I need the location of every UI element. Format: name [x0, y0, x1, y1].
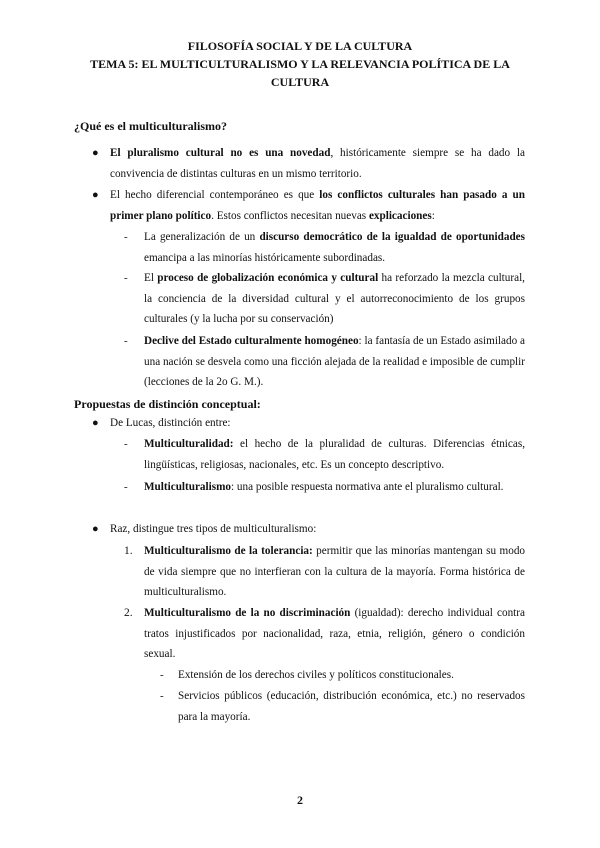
item-text: el hecho de la pluralidad de culturas. Diferencias étnicas, lingüísticas, religiosas, nacionales, etc. Es un concepto descriptivo. [144, 438, 525, 471]
bold-text: El pluralismo cultural no es una novedad [110, 147, 331, 159]
item-text: La generalización de un [144, 231, 260, 243]
item-text: (igualdad): derecho individual contra tratos injustificados por nacionalidad, raza, etnia, religión, género o condición sexual. [144, 607, 525, 660]
bullet-icon: ● [92, 147, 99, 159]
item-text: , históricamente siempre se ha dado la convivencia de distintas culturas en un mismo territorio. [110, 147, 525, 180]
list-number: 2. [124, 607, 133, 619]
item-text: : la fantasía de un Estado asimilado a una nación se desvela como una ficción alejada de la realidad e imposible de cumplir (lecciones de la 2o G. M.). [144, 335, 525, 388]
sub-item [144, 227, 525, 268]
bold-text: Multiculturalismo [144, 481, 232, 493]
document-title: FILOSOFÍA SOCIAL Y DE LA CULTURA [187, 39, 413, 53]
dash-icon: - [124, 231, 128, 243]
document-subtitle: TEMA 5: EL MULTICULTURALISMO Y LA RELEVANCIA POLÍTICA DE LA CULTURA [90, 57, 510, 89]
dash-icon: - [124, 335, 128, 347]
numbered-item [144, 603, 525, 665]
page-number: 2 [297, 793, 303, 807]
bold-text: proceso de globalización económica y cultural [157, 272, 379, 284]
sub-item [144, 477, 525, 498]
bullet-icon: ● [92, 189, 99, 201]
dash-icon: - [124, 272, 128, 284]
sub-item: Servicios públicos (educación, distribución económica, etc.) no reservados para la mayoría. [178, 690, 525, 723]
bold-text: Multiculturalidad: [144, 438, 234, 450]
item-text: . Estos conflictos necesitan nuevas [211, 209, 369, 222]
item-text: El hecho diferencial contemporáneo es que [110, 189, 320, 201]
bold-text: Multiculturalismo de la no discriminación [144, 607, 351, 619]
list-item: Raz, distingue tres tipos de multiculturalismo: [110, 523, 317, 535]
item-text: emancipa a las minorías históricamente subordinadas. [144, 251, 386, 264]
dash-icon: - [124, 481, 128, 493]
dash-icon: - [160, 690, 164, 702]
item-text: ha reforzado la mezcla cultural, la conciencia de la diversidad cultural y el autorreconocimiento de los grupos culturales (y la lucha por su conservación) [144, 272, 525, 325]
bold-text: explicaciones [368, 209, 432, 222]
item-text: permitir que las minorías mantengan su modo de vida siempre que no interfieran con la cultura de la mayoría. Forma histórica de multiculturalismo. [144, 545, 526, 598]
numbered-item [144, 541, 525, 603]
list-item [110, 143, 525, 184]
sub-item [144, 268, 525, 330]
sub-item: Extensión de los derechos civiles y políticos constitucionales. [178, 669, 454, 681]
dash-icon: - [160, 669, 164, 681]
dash-icon: - [124, 438, 128, 450]
item-text: El [144, 272, 158, 284]
section-heading-what-is: ¿Qué es el multiculturalismo? [74, 119, 227, 133]
section-heading-proposals: Propuestas de distinción conceptual: [74, 397, 261, 411]
bullet-icon: ● [92, 523, 99, 535]
list-item: De Lucas, distinción entre: [110, 417, 231, 429]
sub-item [144, 434, 525, 475]
bullet-icon: ● [92, 417, 99, 429]
bold-text: Multiculturalismo de la tolerancia: [144, 545, 313, 557]
bold-text: los conflictos culturales han pasado a un primer plano político [110, 189, 525, 222]
bold-text: discurso democrático de la igualdad de oportunidades [259, 231, 525, 243]
sub-item [144, 331, 525, 393]
item-text: : una posible respuesta normativa ante el pluralismo cultural. [231, 481, 504, 493]
bold-text: Declive del Estado culturalmente homogéneo [144, 335, 359, 347]
item-text: : [431, 209, 435, 222]
list-item [110, 185, 525, 226]
list-number: 1. [124, 545, 133, 557]
